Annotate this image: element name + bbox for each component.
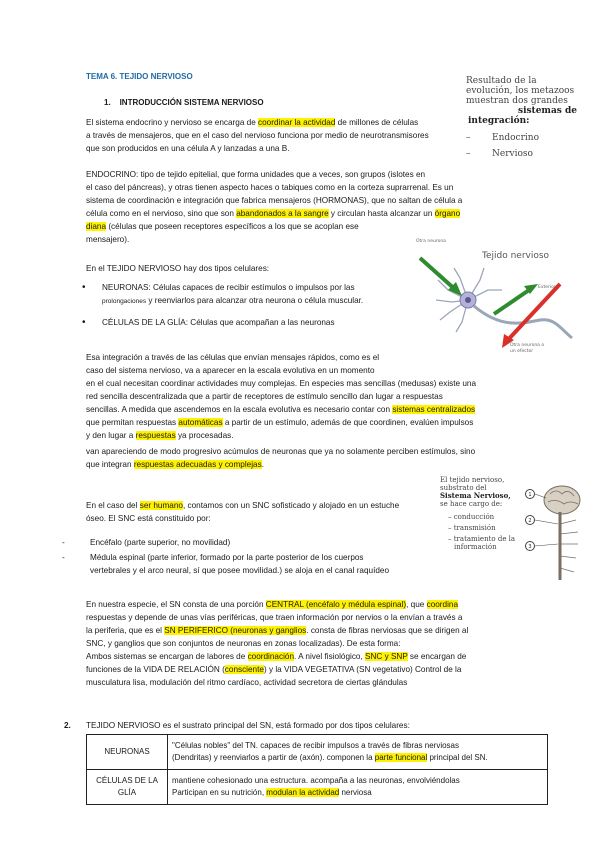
- leader-line: [535, 520, 558, 524]
- intro-paragraph: [86, 116, 446, 155]
- text: muestran dos grandes: [466, 96, 568, 106]
- text: SNC, y ganglios que son conjuntos de neuronas en zonas localizadas). De esta forma:: [86, 639, 401, 648]
- text: El sistema endocrino y nervioso se encarga de: [86, 118, 259, 127]
- cell-types-table: [86, 734, 548, 805]
- text: respuestas y depende de unas vías periféricas, que traen información por nervios o la envían a través a: [86, 613, 463, 622]
- text: prolongaciones: [102, 298, 147, 305]
- highlight: ser humano: [139, 501, 183, 510]
- text: tratamiento de la: [453, 535, 516, 543]
- text: funciones de la VIDA DE RELACIÓN (: [86, 665, 225, 674]
- text: Esa integración a través de las células que envían mensajes rápidos, como es el: [86, 353, 380, 362]
- table-cell-description: [168, 735, 548, 770]
- text: red sencilla descentralizada que a partir de receptores de estímulo sencillo dan lugar a respuestas: [86, 392, 443, 401]
- text: se encargan de: [407, 652, 467, 661]
- highlight: coordinación: [247, 652, 295, 661]
- text: Nervioso: [492, 149, 533, 159]
- diagram-background: [410, 228, 590, 358]
- highlight: diana: [86, 222, 107, 231]
- section-2-text: TEJIDO NERVIOSO es el sustrato principal del SN, está formado por dos tipos celulares:: [86, 721, 410, 730]
- table-row: [87, 770, 548, 805]
- effector-label-a: Otra neurona o: [510, 343, 545, 348]
- text: de millones de células: [335, 118, 419, 127]
- text: , contamos con un SNC sofisticado y alojado en un estuche: [182, 501, 400, 510]
- highlight: abandonados a la sangre: [236, 209, 329, 218]
- text: célula como en el nervioso, sino que son: [86, 209, 237, 218]
- highlight: órgano: [434, 209, 461, 218]
- dash-icon: –: [448, 513, 454, 521]
- topic-title: TEMA 6. TEJIDO NERVIOSO: [86, 72, 193, 81]
- highlight: SN PERIFERICO (neuronas y ganglios: [164, 626, 307, 635]
- text: . A nivel fisiológico,: [294, 652, 366, 661]
- neuron-diagram: [410, 228, 590, 358]
- text: Participan en su nutrición,: [172, 788, 267, 797]
- list-item: [62, 551, 432, 577]
- text: a través de mensajeros, que en el caso del nervioso funciona por medio de neurotransmisores: [86, 131, 429, 140]
- table-row: [87, 735, 548, 770]
- text: que integran: [86, 460, 134, 469]
- figure-text: [440, 476, 518, 551]
- brain-spine-icon: [524, 480, 586, 590]
- list-item: [82, 281, 407, 308]
- bullet-list: [82, 281, 407, 329]
- highlight: parte funcional: [374, 753, 428, 762]
- tejido-intro: En el TEJIDO NERVIOSO hay dos tipos celulares:: [86, 264, 270, 273]
- figure-integration-systems: [466, 76, 586, 159]
- text: la periferia, que es el: [86, 626, 165, 635]
- text: a partir de un estímulo, además de que coordinen, evalúen impulsos: [222, 418, 474, 427]
- text: . consta de fibras nerviosas que se dirigen al: [306, 626, 469, 635]
- text: principal del SN.: [427, 753, 488, 762]
- table-cell-label: [87, 770, 168, 805]
- text: sistema de coordinación e integración que fabrica mensajeros (HORMONAS), que no saltan de célula a: [86, 196, 463, 205]
- list-item: [62, 536, 432, 549]
- dash-icon: -: [62, 553, 65, 562]
- section-2-number: 2.: [64, 721, 71, 730]
- text: ya procesadas.: [175, 431, 234, 440]
- dash-icon: –: [466, 149, 471, 159]
- highlight: SNC y SNP: [365, 652, 408, 661]
- brain-shape: [544, 486, 580, 514]
- highlight: coordinar la actividad: [258, 118, 336, 127]
- text: mantiene cohesionado una estructura. acompaña a las neuronas, envolviéndolas: [172, 776, 460, 785]
- section-1-title: INTRODUCCIÓN SISTEMA NERVIOSO: [119, 98, 264, 107]
- text: Ambos sistemas se encargan de labores de: [86, 652, 248, 661]
- text: Sistema Nervioso,: [440, 491, 511, 500]
- list-item: [82, 316, 407, 329]
- section-2-heading: [64, 719, 410, 732]
- text: "Células nobles" del TN. capaces de recibir impulsos a través de fibras nerviosas: [172, 741, 459, 750]
- text: sistemas de: [518, 106, 578, 116]
- humano-paragraph: [86, 499, 431, 525]
- text: integración:: [468, 116, 530, 126]
- text: evolución, los metazoos: [466, 86, 575, 96]
- dash-icon: –: [448, 524, 454, 532]
- bullet-dot-icon: •: [82, 317, 86, 328]
- text: conducción: [453, 513, 495, 521]
- spinal-nerves: [560, 520, 578, 572]
- text: Encéfalo (parte superior, no movilidad): [90, 538, 231, 547]
- text: vertebrales y el arco neural, sí que posee movilidad.) se aloja en el canal raquídeo: [90, 566, 390, 575]
- text: en el cual necesitan coordinar actividades muy complejas. En especies mas sencillas (medusas) existe una: [86, 379, 477, 388]
- text: el caso del páncreas), y otras tienen aspecto haces o tabiques como en la corteza suprarrenal. Es un: [86, 183, 454, 192]
- section-1-number: 1.: [104, 98, 111, 107]
- text: ENDOCRINO: tipo de tejido epitelial, que forma unidades que a veces, son grupos (islotes en: [86, 170, 426, 179]
- step-2-number: 2: [528, 518, 532, 524]
- text: ) y la VIDA VEGETATIVA (SN vegetativo) Control de la: [263, 665, 462, 674]
- text: CÉLULAS DE LA: [96, 776, 158, 785]
- text: óseo. El SNC está constituido por:: [86, 514, 211, 523]
- text: que son producidos en una célula A y lanzadas a una B.: [86, 144, 290, 153]
- highlight: automáticas: [178, 418, 223, 427]
- text: y reenviarlos para alcanzar otra neurona o célula muscular.: [146, 296, 364, 305]
- table-cell-description: [168, 770, 548, 805]
- step-1-number: 1: [528, 492, 532, 498]
- text: que permitan respuestas: [86, 418, 179, 427]
- step-3-number: 3: [528, 544, 532, 550]
- leader-line: [535, 544, 558, 546]
- dash-icon: –: [466, 133, 471, 143]
- highlight: respuestas: [135, 431, 176, 440]
- text: En el caso del: [86, 501, 140, 510]
- text: substrato del: [440, 484, 487, 492]
- text: NEURONAS: Células capaces de recibir estímulos o impulsos por las: [102, 283, 355, 292]
- text: CÉLULAS DE LA GLÍA: Células que acompañan a las neuronas: [102, 318, 335, 327]
- text: GLÍA: [117, 788, 137, 797]
- text: Resultado de la: [466, 76, 537, 86]
- text: se hace cargo de:: [440, 500, 503, 508]
- neuron-nucleus: [465, 297, 471, 303]
- dash-icon: -: [62, 538, 65, 547]
- text: (células que poseen receptores específicos a los que se acoplan ese: [106, 222, 359, 231]
- text: y den lugar a: [86, 431, 136, 440]
- bullet-dot-icon: •: [82, 282, 86, 293]
- text: transmisión: [453, 524, 496, 532]
- text: , que: [406, 600, 427, 609]
- text: El tejido nervioso,: [440, 476, 505, 484]
- text: caso del sistema nervioso, va a aparecer en la escala evolutiva en un momento: [86, 366, 375, 375]
- highlight: sistemas centralizados: [392, 405, 476, 414]
- snc-list: [62, 536, 432, 577]
- highlight: consciente: [224, 665, 264, 674]
- text: En nuestra especie, el SN consta de una porción: [86, 600, 266, 609]
- highlight: coordina: [426, 600, 459, 609]
- text: .: [261, 460, 264, 469]
- highlight: CENTRAL (encéfalo y médula espinal): [265, 600, 407, 609]
- text: Médula espinal (parte inferior, formado por la parte posterior de los cuerpos: [90, 553, 364, 562]
- text: y circulan hasta alcanzar un: [328, 209, 435, 218]
- text: información: [454, 543, 497, 551]
- integracion-paragraph: [86, 351, 514, 471]
- input-label: Otra neurona: [416, 239, 446, 244]
- text: van apareciendo de modo progresivo acúmulos de neuronas que ya no solamente perciben estímulos, sino: [86, 447, 476, 456]
- highlight: respuestas adecuadas y complejas: [133, 460, 262, 469]
- text: mensajero).: [86, 235, 130, 244]
- highlight: modulan la actividad: [266, 788, 340, 797]
- text: sencillas. A medida que ascendemos en la escala evolutiva es necesario contar con: [86, 405, 393, 414]
- effector-label-b: un efector: [510, 349, 534, 354]
- dash-icon: –: [448, 535, 454, 543]
- tejido-label: Tejido nervioso: [482, 251, 550, 261]
- section-1-heading: [104, 98, 264, 107]
- text: nerviosa: [339, 788, 372, 797]
- text: musculatura lisa, modulación del ritmo cardíaco, actividad secretora de ciertas glándulas: [86, 678, 408, 687]
- especie-paragraph: [86, 598, 514, 689]
- table-cell-label: NEURONAS: [87, 735, 168, 770]
- output-label: Exterior: [538, 285, 556, 290]
- text: (Dendritas) y reenviarlos a partir de (axón). componen la: [172, 753, 375, 762]
- text: Endocrino: [492, 133, 539, 143]
- figure-sn-functions: [440, 476, 586, 596]
